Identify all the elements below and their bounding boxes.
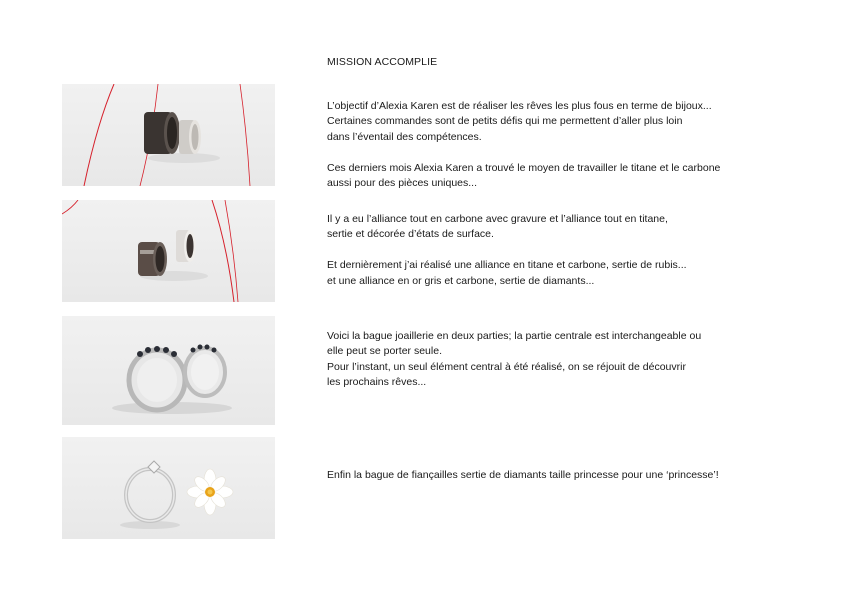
photo-engagement-ring: [62, 437, 275, 539]
section-1-text: L’objectif d’Alexia Karen est de réaliser les rêves les plus fous en terme de bijoux... Certaines commandes sont de petits défis qui me permettent d’aller plus loin dans l’éventail des compétences. Ces derniers mois Alexia Karen a trouvé le moyen de travailler le titane et le carbone aussi pour des pièces uniques...: [327, 100, 721, 190]
page-title: MISSION ACCOMPLIE: [327, 56, 438, 68]
photo-titanium-carbon-rings: [62, 200, 275, 302]
section-4-text: Enfin la bague de fiançailles sertie de diamants taille princesse pour une ‘princesse’!: [327, 469, 719, 481]
section-2-text: Il y a eu l’alliance tout en carbone avec gravure et l’alliance tout en titane, sertie et décorée d’états de surface. Et dernièrement j’ai réalisé une alliance en titane et carbone, sertie de rubis... et une alliance en or gris et carbone, sertie de diamants...: [327, 213, 687, 287]
photo-carbon-titanium-rings: [62, 84, 275, 186]
section-3-text: Voici la bague joaillerie en deux parties; la partie centrale est interchangeable ou elle peut se porter seule. Pour l’instant, un seul élément central à été réalisé, on se réjouit de découvrir les prochains rêves...: [327, 330, 702, 389]
photo-two-part-ring: [62, 316, 275, 425]
